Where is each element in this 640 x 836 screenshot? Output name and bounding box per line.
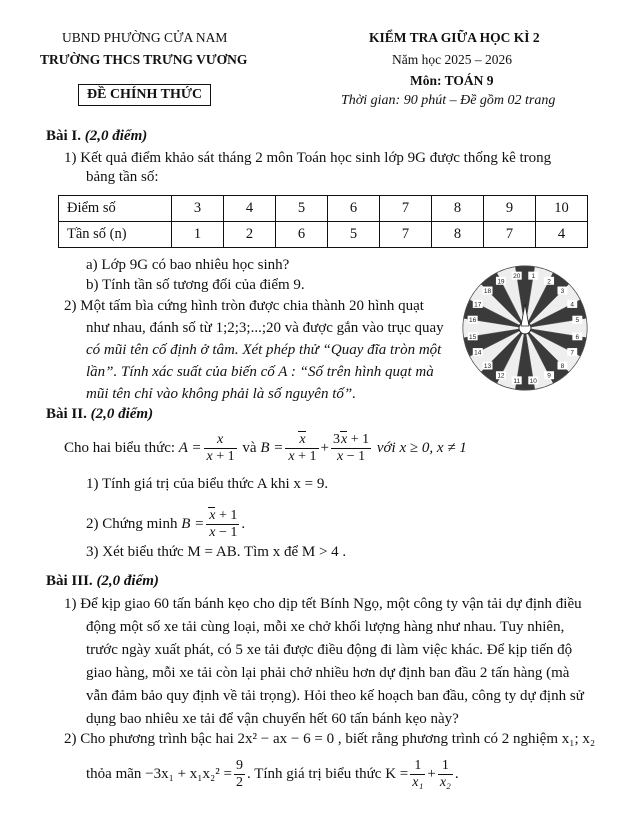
compute-k-text: . Tính giá trị biểu thức K =	[246, 765, 409, 782]
wheel-number-label: 3	[560, 288, 565, 296]
subject: Môn: TOÁN 9	[410, 73, 494, 88]
wheel-number-label: 19	[497, 278, 505, 286]
section-2-points: (2,0 điểm)	[90, 406, 154, 422]
wheel-number-label: 1	[531, 273, 536, 281]
wheel-number-label: 7	[570, 349, 575, 357]
question-1-2-line1: 2) Một tấm bìa cứng hình tròn được chia thành 20 hình quạt	[64, 298, 424, 314]
table-cell: 8	[432, 196, 484, 222]
wheel-number-label: 17	[474, 301, 482, 309]
table-header-cell: Điểm số	[59, 196, 172, 222]
wheel-number-label: 2	[547, 278, 551, 286]
question-1-1a: a) Lớp 9G có bao nhiêu học sinh?	[86, 257, 290, 273]
table-cell: 10	[536, 196, 588, 222]
wheel-number-label: 15	[469, 333, 477, 341]
question-1-2-line3: có mũi tên cố định ở tâm. Xét phép thử “Quay đĩa tròn một	[86, 342, 442, 358]
expressions-intro: Cho hai biểu thức:	[64, 439, 176, 456]
question-3-1-line: trước ngày xuất phát, có 5 xe tải được điều động đi làm việc khác. Để kịp tiến độ	[86, 642, 573, 658]
wheel-number-label: 10	[529, 377, 537, 385]
table-cell: 5	[328, 222, 380, 248]
table-row	[59, 196, 588, 222]
fraction-1-x1: $\frac{1}{\text{x₁}}$	[412, 758, 424, 790]
period: .	[454, 765, 459, 782]
wheel-number-label: 8	[560, 362, 565, 370]
fraction-b1: $\frac{x}{x + 1}$	[285, 432, 318, 465]
question-3-2-line1: 2) Cho phương trình bậc hai 2x² − ax − 6 = 0 , biết rằng phương trình có 2 nghiệm x₁; x₂	[64, 731, 596, 747]
table-cell: 6	[276, 222, 328, 248]
question-2-2-label: 2) Chứng minh	[86, 515, 178, 532]
table-cell: 4	[536, 222, 588, 248]
fraction-proof: $\frac{x + 1}{x - 1}$	[206, 508, 239, 541]
frequency-table	[58, 195, 588, 248]
wheel-number-label: 6	[575, 333, 580, 341]
question-3-1-line: 1) Để kịp giao 60 tấn bánh kẹo cho dịp tết Bính Ngọ, một công ty vận tải dự định điều	[64, 596, 582, 612]
wheel-number-label: 11	[513, 377, 521, 385]
fraction-a: $\frac{x}{x + 1}$	[204, 432, 237, 465]
question-2-1: 1) Tính giá trị của biểu thức A khi x = 9.	[86, 476, 329, 492]
wheel-number-label: 14	[474, 349, 482, 357]
question-1-1-line1: 1) Kết quả điểm khảo sát tháng 2 môn Toán học sinh lớp 9G được thống kê trong	[64, 150, 552, 166]
table-cell: 2	[224, 222, 276, 248]
and-word: và	[242, 439, 257, 456]
section-3-points: (2,0 điểm)	[96, 573, 159, 589]
fraction-nine-halves: $\frac{9}{2}$	[235, 758, 243, 790]
department-name: UBND PHƯỜNG CỬA NAM	[62, 30, 228, 45]
wheel-number-label: 16	[469, 317, 477, 325]
duration: Thời gian: 90 phút – Đề gồm 02 trang	[341, 93, 556, 108]
wheel-number-label: 5	[575, 317, 580, 325]
table-header-cell: Tần số (n)	[59, 222, 172, 248]
question-3-1-line: dụng bao nhiêu xe tải để vận chuyển hết 60 tấn bánh kẹo này?	[86, 711, 459, 727]
section-1-title: Bài I.	[46, 128, 82, 144]
section-1-points: (2,0 điểm)	[84, 128, 148, 144]
table-cell: 4	[224, 196, 276, 222]
question-1-1-line2: bảng tần số:	[86, 169, 159, 185]
table-cell: 5	[276, 196, 328, 222]
wheel-number-label: 12	[497, 372, 505, 380]
table-cell: 7	[380, 222, 432, 248]
question-1-2-line5: mũi tên chỉ vào không phải là số nguyên tố”.	[86, 386, 356, 402]
section-2-title: Bài II.	[46, 406, 87, 422]
spinner-wheel-figure	[460, 263, 590, 393]
condition: với x ≥ 0, x ≠ 1	[376, 439, 467, 456]
section-3-heading	[46, 570, 159, 593]
question-1-2-line2: như nhau, đánh số từ 1;2;3;...;20 và được gắn vào trục quay	[86, 320, 444, 336]
table-cell: 7	[380, 196, 432, 222]
question-3-2-line2: thỏa mãn −3x₁ + x₁x₂² = $\frac{9}{2}$ . Tính giá trị biểu thức K = $\frac{1}{\text{x₁}}$ + $\frac{1}{\text{x₂}}$ .	[86, 758, 459, 790]
wheel-number-label: 4	[570, 301, 575, 309]
exam-title: KIỂM TRA GIỮA HỌC KÌ 2	[369, 30, 540, 45]
question-2-3: 3) Xét biểu thức M = AB. Tìm x để M > 4 .	[86, 544, 347, 560]
wheel-number-label: 13	[483, 362, 492, 370]
table-cell: 9	[484, 196, 536, 222]
section-3-title: Bài III.	[46, 573, 93, 589]
expressions-line: Cho hai biểu thức: A = $\frac{x}{x + 1}$ và B = $\frac{x}{x + 1}$ + $\frac{3x + 1}{x - 1}$ với x ≥ 0, x ≠ 1	[64, 432, 467, 464]
section-2-heading	[46, 403, 153, 426]
question-3-1-line: giao hàng, mỗi xe tải còn lại phải chở nhiều hơn dự định ban đầu 2 tấn hàng (mà	[86, 665, 570, 681]
question-1-1b: b) Tính tần số tương đối của điểm 9.	[86, 277, 305, 293]
fraction-1-x2: $\frac{1}{\text{x₂}}$	[439, 758, 451, 790]
question-3-1-line: vẫn đảm bảo quy định về tải trọng). Hỏi theo kế hoạch ban đầu, công ty dự định sử	[86, 688, 584, 704]
question-2-2: 2) Chứng minh B = $\frac{x + 1}{x - 1}$ .	[86, 508, 246, 540]
expression-b: B =	[260, 439, 284, 456]
condition-text: thỏa mãn −3x₁ + x₁x₂² =	[86, 765, 232, 782]
table-cell: 6	[328, 196, 380, 222]
question-1-2-line4: lần”. Tính xác suất của biến cố A : “Số trên hình quạt mà	[86, 364, 434, 380]
wheel-number-label: 18	[483, 288, 492, 296]
section-1-heading	[46, 125, 147, 148]
table-cell: 3	[172, 196, 224, 222]
fraction-b2: $\frac{3x + 1}{x - 1}$	[332, 432, 370, 464]
official-badge: ĐỀ CHÍNH THỨC	[78, 84, 211, 106]
table-row	[59, 222, 588, 248]
school-name: TRƯỜNG THCS TRƯNG VƯƠNG	[40, 52, 248, 67]
wheel-number-label: 20	[513, 273, 521, 281]
table-cell: 7	[484, 222, 536, 248]
wheel-number-label: 9	[547, 372, 551, 380]
expression-a: A =	[178, 439, 202, 456]
question-3-1-line: động một số xe tải cùng loại, mỗi xe chở khối lượng hàng như nhau. Tuy nhiên,	[86, 619, 565, 635]
table-cell: 8	[432, 222, 484, 248]
table-cell: 1	[172, 222, 224, 248]
school-year: Năm học 2025 – 2026	[392, 52, 512, 67]
